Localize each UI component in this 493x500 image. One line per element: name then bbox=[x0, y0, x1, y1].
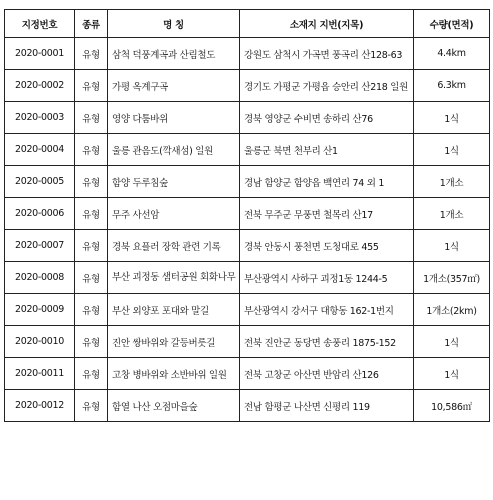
cell-name: 가평 옥계구곡 bbox=[108, 70, 240, 102]
heritage-designation-table bbox=[4, 9, 490, 422]
cell-id: 2020-0001 bbox=[5, 38, 75, 70]
header-type: 종류 bbox=[75, 10, 108, 38]
cell-type: 유형 bbox=[75, 166, 108, 198]
cell-name: 영양 다툼바위 bbox=[108, 102, 240, 134]
table-row bbox=[5, 102, 490, 134]
cell-quantity: 6.3km bbox=[414, 70, 490, 102]
cell-type: 유형 bbox=[75, 38, 108, 70]
cell-location: 전남 함평군 나산면 신평리 119 bbox=[240, 390, 414, 422]
cell-id: 2020-0008 bbox=[5, 262, 75, 294]
cell-quantity: 1식 bbox=[414, 326, 490, 358]
cell-quantity: 1식 bbox=[414, 102, 490, 134]
cell-type: 유형 bbox=[75, 134, 108, 166]
table-row bbox=[5, 198, 490, 230]
cell-id: 2020-0010 bbox=[5, 326, 75, 358]
cell-type: 유형 bbox=[75, 326, 108, 358]
cell-type: 유형 bbox=[75, 230, 108, 262]
cell-location: 부산광역시 강서구 대항동 162-1번지 bbox=[240, 294, 414, 326]
table-row bbox=[5, 70, 490, 102]
cell-location: 경북 안동시 풍천면 도청대로 455 bbox=[240, 230, 414, 262]
header-quantity: 수량(면적) bbox=[414, 10, 490, 38]
table-row bbox=[5, 230, 490, 262]
cell-quantity: 1개소 bbox=[414, 198, 490, 230]
cell-name: 부산 괴정동 샘터공원 회화나무 bbox=[108, 262, 240, 294]
cell-id: 2020-0011 bbox=[5, 358, 75, 390]
cell-id: 2020-0003 bbox=[5, 102, 75, 134]
cell-name: 진안 쌍바위와 갈등버릇길 bbox=[108, 326, 240, 358]
cell-type: 유형 bbox=[75, 198, 108, 230]
cell-type: 유형 bbox=[75, 294, 108, 326]
cell-location: 전북 고창군 아산면 반암리 산126 bbox=[240, 358, 414, 390]
header-name: 명 칭 bbox=[108, 10, 240, 38]
cell-id: 2020-0007 bbox=[5, 230, 75, 262]
heritage-table-container bbox=[4, 9, 489, 422]
table-row bbox=[5, 390, 490, 422]
header-location: 소재지 지번(지목) bbox=[240, 10, 414, 38]
cell-quantity: 1식 bbox=[414, 134, 490, 166]
cell-location: 경기도 가평군 가평읍 승안리 산218 일원 bbox=[240, 70, 414, 102]
cell-location: 강원도 삼척시 가곡면 풍곡리 산128-63 bbox=[240, 38, 414, 70]
cell-location: 울릉군 북면 천부리 산1 bbox=[240, 134, 414, 166]
cell-name: 울릉 관음도(깍새섬) 일원 bbox=[108, 134, 240, 166]
cell-id: 2020-0006 bbox=[5, 198, 75, 230]
cell-type: 유형 bbox=[75, 70, 108, 102]
cell-quantity: 4.4km bbox=[414, 38, 490, 70]
table-row bbox=[5, 294, 490, 326]
cell-quantity: 1식 bbox=[414, 358, 490, 390]
table-row bbox=[5, 262, 490, 294]
cell-type: 유형 bbox=[75, 358, 108, 390]
cell-quantity: 1식 bbox=[414, 230, 490, 262]
cell-id: 2020-0002 bbox=[5, 70, 75, 102]
cell-quantity: 1개소(2km) bbox=[414, 294, 490, 326]
cell-name: 고창 병바위와 소반바위 일원 bbox=[108, 358, 240, 390]
cell-quantity: 10,586㎡ bbox=[414, 390, 490, 422]
table-row bbox=[5, 358, 490, 390]
cell-id: 2020-0009 bbox=[5, 294, 75, 326]
table-header-row bbox=[5, 10, 490, 38]
table-row bbox=[5, 166, 490, 198]
cell-name: 경북 요플러 장학 관련 기록 bbox=[108, 230, 240, 262]
cell-type: 유형 bbox=[75, 390, 108, 422]
cell-location: 부산광역시 사하구 괴정1동 1244-5 bbox=[240, 262, 414, 294]
table-row bbox=[5, 134, 490, 166]
cell-name: 삼척 덕풍계곡과 산림철도 bbox=[108, 38, 240, 70]
cell-location: 전북 무주군 무풍면 철목리 산17 bbox=[240, 198, 414, 230]
cell-type: 유형 bbox=[75, 102, 108, 134]
cell-location: 전북 진안군 동당면 송풍리 1875-152 bbox=[240, 326, 414, 358]
cell-id: 2020-0005 bbox=[5, 166, 75, 198]
cell-quantity: 1개소 bbox=[414, 166, 490, 198]
cell-quantity: 1개소(357㎡) bbox=[414, 262, 490, 294]
cell-name: 함양 두루침숲 bbox=[108, 166, 240, 198]
cell-id: 2020-0004 bbox=[5, 134, 75, 166]
cell-name: 함열 나산 오점마을숲 bbox=[108, 390, 240, 422]
header-designation-number: 지정번호 bbox=[5, 10, 75, 38]
table-row bbox=[5, 326, 490, 358]
cell-location: 경북 영양군 수비면 송하리 산76 bbox=[240, 102, 414, 134]
cell-name: 무주 사선암 bbox=[108, 198, 240, 230]
cell-type: 유형 bbox=[75, 262, 108, 294]
table-row bbox=[5, 38, 490, 70]
cell-name: 부산 외양포 포대와 말길 bbox=[108, 294, 240, 326]
cell-id: 2020-0012 bbox=[5, 390, 75, 422]
cell-location: 경남 함양군 함양읍 백연리 74 외 1 bbox=[240, 166, 414, 198]
